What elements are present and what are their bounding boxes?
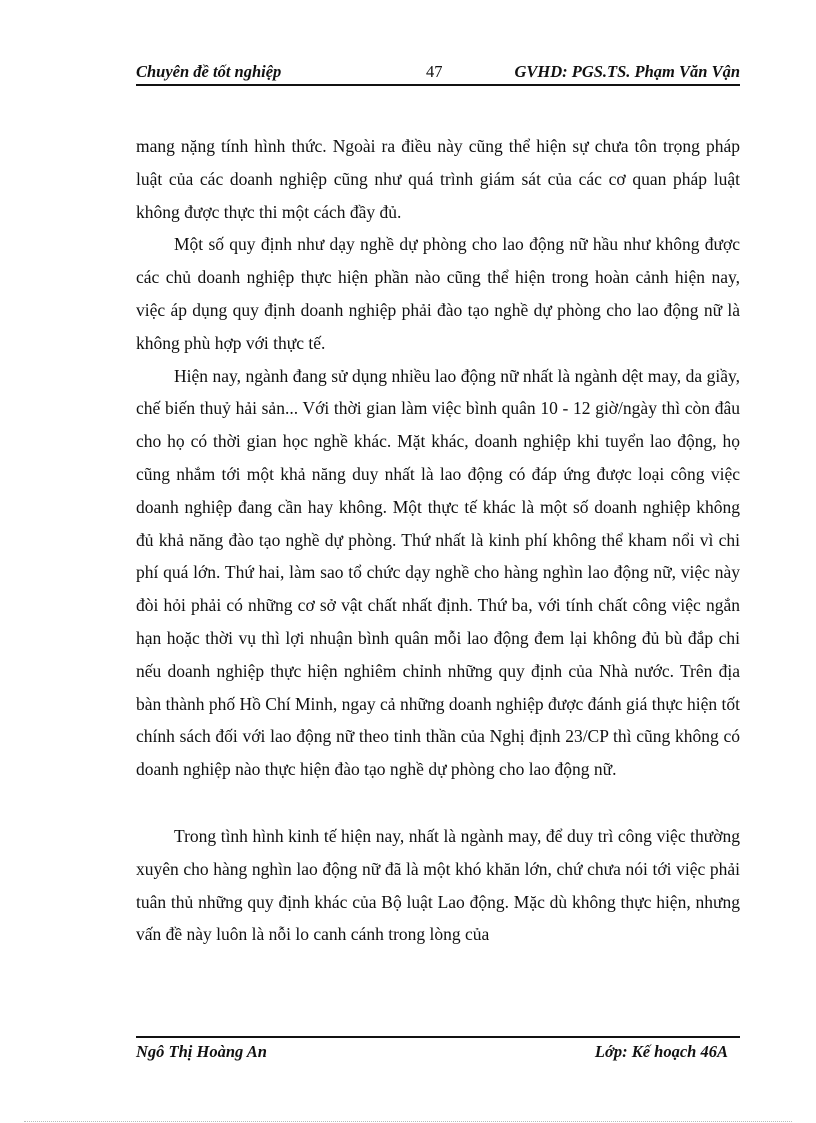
paragraph: Một số quy định như dạy nghề dự phòng cho lao động nữ hầu như không được các chủ doanh nghiệp thực hiện phần nào cũng thể hiện trong hoàn cảnh hiện nay, việc áp dụng quy định doanh nghiệp phải đào tạo nghề dự phòng cho lao động nữ là không phù hợp với thực tế. [136,234,740,353]
page-edge-divider [24,1121,792,1122]
header-rule [136,84,740,86]
author-name: Ngô Thị Hoàng An [136,1042,267,1061]
paragraph: mang nặng tính hình thức. Ngoài ra điều này cũng thể hiện sự chưa tôn trọng pháp luật của các doanh nghiệp cũng như quá trình giám sát của các cơ quan pháp luật không được thực thi một cách đầy đủ. [136,136,740,222]
class-name: Lớp: Kế hoạch 46A [594,1042,728,1061]
page-footer [136,1042,740,1066]
document-title: Chuyên đề tốt nghiệp [136,62,282,81]
paragraph: Trong tình hình kinh tế hiện nay, nhất là ngành may, để duy trì công việc thường xuyên cho hàng nghìn lao động nữ đã là một khó khăn lớn, chứ chưa nói tới việc phải tuân thủ những quy định khác của Bộ luật Lao động. Mặc dù không thực hiện, nhưng vấn đề này luôn là nỗi lo canh cánh trong lòng của [136,825,740,945]
page-header [136,60,740,84]
body-text [136,130,740,951]
footer-rule [136,1036,740,1038]
advisor-name: GVHD: PGS.TS. Phạm Văn Vận [514,62,740,81]
page-number: 47 [426,62,443,81]
paragraph: Hiện nay, ngành đang sử dụng nhiều lao động nữ nhất là ngành dệt may, da giầy, chế biến thuỷ hải sản... Với thời gian làm việc bình quân 10 - 12 giờ/ngày thì còn đâu cho họ có thời gian học nghề khác. Mặt khác, doanh nghiệp khi tuyển lao động, họ cũng nhắm tới một khả năng duy nhất là lao động có đáp ứng được loại công việc doanh nghiệp đang cần hay không. Một thực tế khác là một số doanh nghiệp không đủ khả năng đào tạo nghề dự phòng. Thứ nhất là kinh phí không thể kham nổi vì chi phí quá lớn. Thứ hai, làm sao tổ chức dạy nghề cho hàng nghìn lao động nữ, việc này đòi hỏi phải có những cơ sở vật chất nhất định. Thứ ba, với tính chất công việc ngắn hạn hoặc thời vụ thì lợi nhuận bình quân mỗi lao động đem lại không đủ bù đắp chi nếu doanh nghiệp thực hiện nghiêm chỉnh những quy định của Nhà nước. Trên địa bàn thành phố Hồ Chí Minh, ngay cả những doanh nghiệp được đánh giá thực hiện tốt chính sách đối với lao động nữ theo tinh thần của Nghị định 23/CP thì cũng không có doanh nghiệp nào thực hiện đào tạo nghề dự phòng cho lao động nữ. [136,365,740,780]
